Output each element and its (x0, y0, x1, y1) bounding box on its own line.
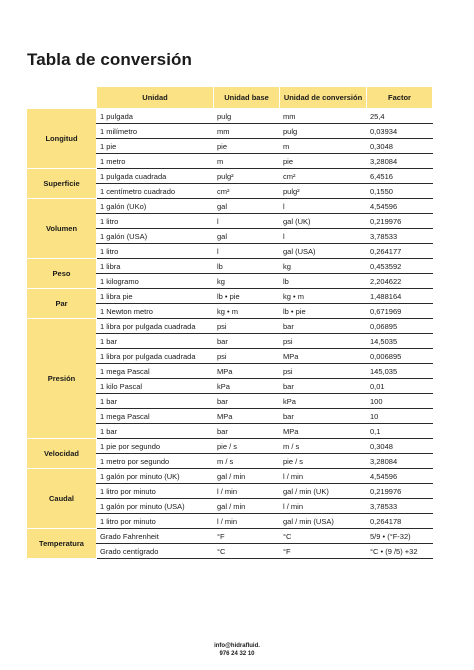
header-blank (27, 87, 97, 109)
factor-cell: 3,28084 (367, 154, 433, 169)
header-unidad-base: Unidad base (214, 87, 280, 109)
conversion-unit-cell: l (280, 199, 367, 214)
table-row (27, 319, 433, 334)
base-unit-cell: kPa (214, 379, 280, 394)
unit-cell: Grado centígrado (97, 544, 214, 559)
header-factor: Factor (367, 87, 433, 109)
factor-cell: 4,54596 (367, 199, 433, 214)
factor-cell: 25,4 (367, 109, 433, 124)
category-cell: Presión (27, 319, 97, 439)
footer-email: info@hidrafluid. (214, 643, 260, 649)
conversion-unit-cell: l (280, 229, 367, 244)
base-unit-cell: kg • m (214, 304, 280, 319)
unit-cell: 1 litro (97, 244, 214, 259)
factor-cell: 0,01 (367, 379, 433, 394)
base-unit-cell: pie (214, 139, 280, 154)
conversion-unit-cell: kg • m (280, 289, 367, 304)
unit-cell: 1 libra por pulgada cuadrada (97, 349, 214, 364)
conversion-unit-cell: psi (280, 364, 367, 379)
conversion-unit-cell: m (280, 139, 367, 154)
conversion-unit-cell: cm² (280, 169, 367, 184)
table-row (27, 289, 433, 304)
base-unit-cell: mm (214, 124, 280, 139)
header-unidad: Unidad (97, 87, 214, 109)
unit-cell: 1 galón por minuto (USA) (97, 499, 214, 514)
header-unidad-conversion: Unidad de conversión (280, 87, 367, 109)
table-row (27, 439, 433, 454)
conversion-unit-cell: pulg² (280, 184, 367, 199)
unit-cell: 1 mega Pascal (97, 409, 214, 424)
conversion-unit-cell: gal (USA) (280, 244, 367, 259)
base-unit-cell: gal (214, 229, 280, 244)
base-unit-cell: bar (214, 424, 280, 439)
unit-cell: 1 kilogramo (97, 274, 214, 289)
table-row (27, 109, 433, 124)
factor-cell: 145,035 (367, 364, 433, 379)
factor-cell: 0,03934 (367, 124, 433, 139)
factor-cell: °C • (9 /5) +32 (367, 544, 433, 559)
unit-cell: 1 Newton metro (97, 304, 214, 319)
base-unit-cell: cm² (214, 184, 280, 199)
unit-cell: 1 litro por minuto (97, 514, 214, 529)
factor-cell: 10 (367, 409, 433, 424)
unit-cell: 1 libra por pulgada cuadrada (97, 319, 214, 334)
conversion-unit-cell: MPa (280, 349, 367, 364)
conversion-unit-cell: l / min (280, 469, 367, 484)
category-cell: Velocidad (27, 439, 97, 469)
unit-cell: 1 litro (97, 214, 214, 229)
unit-cell: 1 kilo Pascal (97, 379, 214, 394)
page-title: Tabla de conversión (27, 50, 193, 69)
factor-cell: 5/9 • (°F-32) (367, 529, 433, 544)
factor-cell: 0,3048 (367, 439, 433, 454)
base-unit-cell: psi (214, 349, 280, 364)
base-unit-cell: pulg² (214, 169, 280, 184)
category-cell: Peso (27, 259, 97, 289)
base-unit-cell: pie / s (214, 439, 280, 454)
unit-cell: 1 libra pie (97, 289, 214, 304)
base-unit-cell: gal / min (214, 499, 280, 514)
factor-cell: 1,488164 (367, 289, 433, 304)
base-unit-cell: l (214, 214, 280, 229)
unit-cell: 1 bar (97, 424, 214, 439)
table-row (27, 169, 433, 184)
conversion-unit-cell: mm (280, 109, 367, 124)
conversion-unit-cell: gal / min (UK) (280, 484, 367, 499)
unit-cell: 1 pie (97, 139, 214, 154)
conversion-unit-cell: °F (280, 544, 367, 559)
base-unit-cell: kg (214, 274, 280, 289)
unit-cell: 1 milímetro (97, 124, 214, 139)
category-cell: Temperatura (27, 529, 97, 559)
base-unit-cell: °C (214, 544, 280, 559)
conversion-unit-cell: m / s (280, 439, 367, 454)
factor-cell: 0,006895 (367, 349, 433, 364)
base-unit-cell: °F (214, 529, 280, 544)
conversion-table (26, 86, 433, 559)
base-unit-cell: pulg (214, 109, 280, 124)
base-unit-cell: lb • pie (214, 289, 280, 304)
base-unit-cell: l (214, 244, 280, 259)
factor-cell: 0,264177 (367, 244, 433, 259)
factor-cell: 0,06895 (367, 319, 433, 334)
factor-cell: 6,4516 (367, 169, 433, 184)
base-unit-cell: l / min (214, 514, 280, 529)
conversion-unit-cell: bar (280, 379, 367, 394)
category-cell: Caudal (27, 469, 97, 529)
conversion-unit-cell: bar (280, 409, 367, 424)
factor-cell: 0,219976 (367, 484, 433, 499)
conversion-unit-cell: lb (280, 274, 367, 289)
table-header-row (27, 87, 433, 109)
factor-cell: 0,3048 (367, 139, 433, 154)
unit-cell: 1 galón por minuto (UK) (97, 469, 214, 484)
base-unit-cell: bar (214, 334, 280, 349)
category-cell: Superficie (27, 169, 97, 199)
conversion-unit-cell: lb • pie (280, 304, 367, 319)
unit-cell: 1 bar (97, 394, 214, 409)
base-unit-cell: bar (214, 394, 280, 409)
table-row (27, 529, 433, 544)
base-unit-cell: lb (214, 259, 280, 274)
unit-cell: 1 litro por minuto (97, 484, 214, 499)
unit-cell: 1 pulgada (97, 109, 214, 124)
factor-cell: 0,1 (367, 424, 433, 439)
factor-cell: 100 (367, 394, 433, 409)
unit-cell: Grado Fahrenheit (97, 529, 214, 544)
base-unit-cell: gal / min (214, 469, 280, 484)
table-body (27, 109, 433, 559)
unit-cell: 1 metro por segundo (97, 454, 214, 469)
factor-cell: 3,78533 (367, 499, 433, 514)
unit-cell: 1 metro (97, 154, 214, 169)
conversion-unit-cell: gal (UK) (280, 214, 367, 229)
base-unit-cell: psi (214, 319, 280, 334)
base-unit-cell: MPa (214, 364, 280, 379)
base-unit-cell: MPa (214, 409, 280, 424)
category-cell: Longitud (27, 109, 97, 169)
unit-cell: 1 bar (97, 334, 214, 349)
factor-cell: 2,204622 (367, 274, 433, 289)
factor-cell: 3,78533 (367, 229, 433, 244)
factor-cell: 0,1550 (367, 184, 433, 199)
conversion-unit-cell: psi (280, 334, 367, 349)
table-row (27, 469, 433, 484)
conversion-unit-cell: MPa (280, 424, 367, 439)
factor-cell: 0,219976 (367, 214, 433, 229)
unit-cell: 1 libra (97, 259, 214, 274)
conversion-unit-cell: l / min (280, 499, 367, 514)
unit-cell: 1 galón (USA) (97, 229, 214, 244)
table-row (27, 259, 433, 274)
unit-cell: 1 galón (UKo) (97, 199, 214, 214)
unit-cell: 1 pulgada cuadrada (97, 169, 214, 184)
conversion-unit-cell: kPa (280, 394, 367, 409)
category-cell: Volumen (27, 199, 97, 259)
conversion-unit-cell: gal / min (USA) (280, 514, 367, 529)
conversion-unit-cell: °C (280, 529, 367, 544)
base-unit-cell: gal (214, 199, 280, 214)
table-row (27, 199, 433, 214)
factor-cell: 14,5035 (367, 334, 433, 349)
base-unit-cell: l / min (214, 484, 280, 499)
factor-cell: 0,453592 (367, 259, 433, 274)
conversion-unit-cell: kg (280, 259, 367, 274)
unit-cell: 1 mega Pascal (97, 364, 214, 379)
category-cell: Par (27, 289, 97, 319)
base-unit-cell: m / s (214, 454, 280, 469)
footer (0, 642, 474, 658)
conversion-unit-cell: bar (280, 319, 367, 334)
factor-cell: 4,54596 (367, 469, 433, 484)
conversion-unit-cell: pie (280, 154, 367, 169)
factor-cell: 3,28084 (367, 454, 433, 469)
conversion-unit-cell: pulg (280, 124, 367, 139)
unit-cell: 1 pie por segundo (97, 439, 214, 454)
unit-cell: 1 centímetro cuadrado (97, 184, 214, 199)
footer-phone: 976 24 32 10 (219, 651, 255, 657)
conversion-unit-cell: pie / s (280, 454, 367, 469)
factor-cell: 0,264178 (367, 514, 433, 529)
base-unit-cell: m (214, 154, 280, 169)
factor-cell: 0,671969 (367, 304, 433, 319)
